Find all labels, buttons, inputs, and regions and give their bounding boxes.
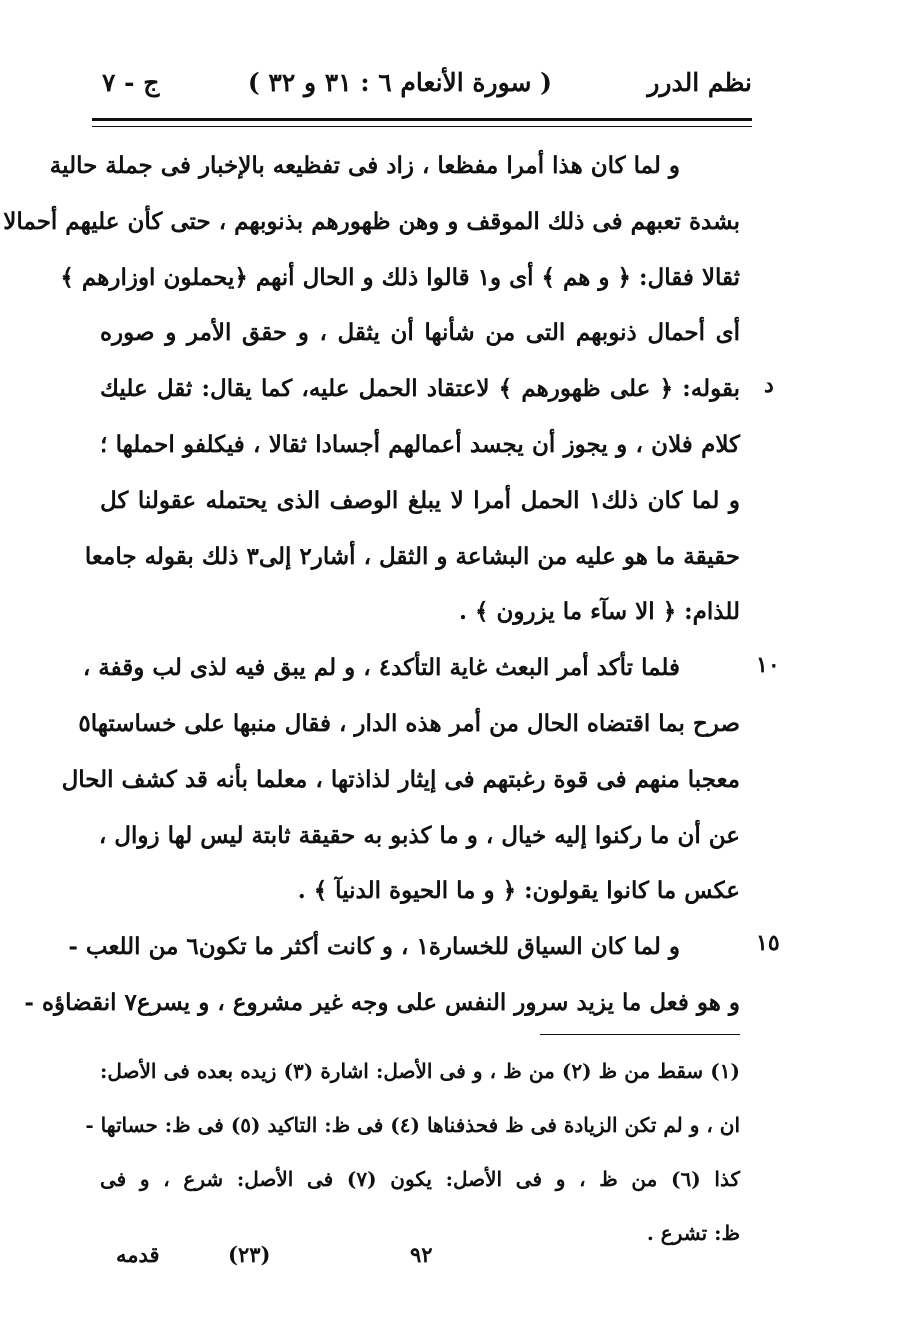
text-line: ثقالا فقال: ﴿ و هم ﴾ أى و١ قالوا ذلك و الحال أنهم ﴿يحملون اوزارهم ﴾ (60, 263, 740, 291)
line-marker-15: ١٥ (756, 930, 780, 956)
page-number: ٩٢ (410, 1242, 433, 1267)
footer-left-label: قدمه (116, 1242, 160, 1267)
footer-fascicle-number: (٢٣) (228, 1242, 271, 1267)
text-line: أى أحمال ذنوبهم التى من شأنها أن يثقل ، و حقق الأمر و صوره (100, 319, 740, 347)
header-rule-thin (92, 126, 752, 127)
text-line: معجبا منهم فى قوة رغبتهم فى إيثار لذاذتها ، معلما بأنه قد كشف الحال (61, 765, 740, 793)
text-line: و لما كان هذا أمرا مفظعا ، زاد فى تفظيعه بالإخبار فى جملة حالية (49, 152, 680, 179)
footnote-line: كذا (٦) من ظ ، و فى الأصل: يكون (٧) فى الأصل: شرع ، و فى (100, 1167, 740, 1191)
text-line: و لما كان ذلك١ الحمل أمرا لا يبلغ الوصف الذى يحتمله عقولنا كل (100, 486, 740, 514)
text-line: بشدة تعبهم فى ذلك الموقف و وهن ظهورهم بذنوبهم ، حتى كأن عليهم أحمالا (3, 207, 740, 235)
text-line: حقيقة ما هو عليه من البشاعة و الثقل ، أشار٢ إلى٣ ذلك بقوله جامعا (84, 542, 740, 570)
text-line: بقوله: ﴿ على ظهورهم ﴾ لاعتقاد الحمل عليه، كما يقال: ثقل عليك (100, 375, 740, 403)
text-line: عكس ما كانوا يقولون: ﴿ و ما الحيوة الدنيآ ﴾ . (297, 877, 740, 905)
main-text (3, 138, 740, 1031)
footnote-line: (١) سقط من ظ (٢) من ظ ، و فى الأصل: اشارة (٣) زيده بعده فى الأصل: (100, 1059, 740, 1083)
line-marker-10: ١٠ (756, 652, 780, 678)
footnote-line: ان ، و لم تكن الزيادة فى ظ فحذفناها (٤) فى ظ: التاكيد (٥) فى ظ: حساتها - (85, 1113, 740, 1137)
footnotes (85, 1044, 740, 1260)
text-line: فلما تأكد أمر البعث غاية التأكد٤ ، و لم يبق فيه لذى لب وقفة ، (82, 654, 680, 682)
text-line: صرح بما اقتضاه الحال من أمر هذه الدار ، فقال منبها على خساستها٥ (78, 709, 740, 737)
volume-number: ج - ٧ (102, 68, 160, 97)
book-title: نظم الدرر (647, 68, 752, 97)
footnote-line: ظ: تشرع . (646, 1221, 740, 1245)
running-header (92, 60, 752, 110)
text-line: عن أن ما ركنوا إليه خيال ، و ما كذبو به حقيقة ثابتة ليس لها زوال ، (98, 821, 740, 849)
text-line: كلام فلان ، و يجوز أن يجسد أعمالهم أجسادا ثقالا ، فيكلفو احملها ؛ (100, 430, 740, 458)
text-line: و لما كان السياق للخسارة١ ، و كانت أكثر ما تكون٦ من اللعب - (68, 933, 680, 961)
text-line: و هو فعل ما يزيد سرور النفس على وجه غير مشروع ، و يسرع٧ انقضاؤه - (24, 988, 740, 1016)
header-rule-thick (92, 118, 752, 121)
line-marker-5: د (764, 372, 774, 398)
surah-reference: ( سورة الأنعام ٦ : ٣١ و ٣٢ ) (247, 68, 552, 97)
footnote-separator (540, 1034, 740, 1035)
text-line: للذام: ﴿ الا سآء ما يزرون ﴾ . (459, 598, 740, 626)
